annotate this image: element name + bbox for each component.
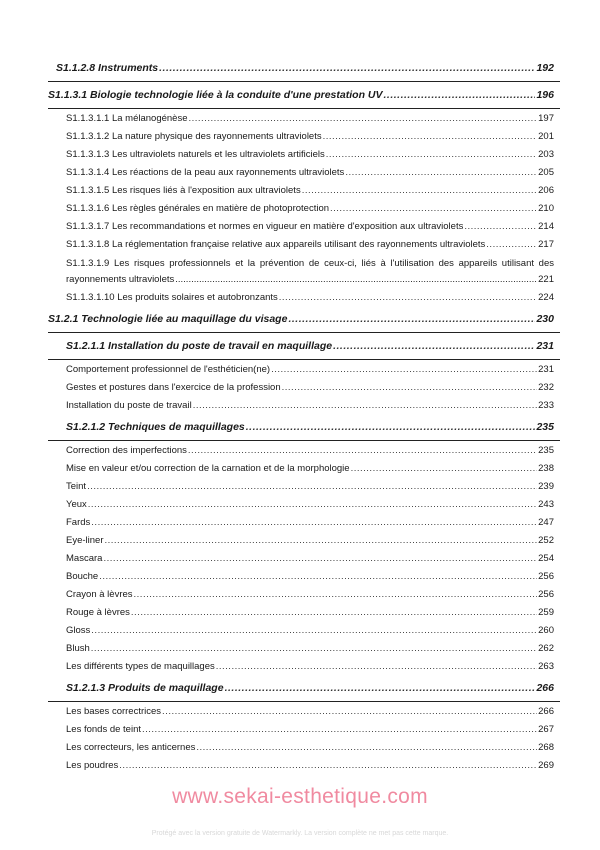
- toc-entry-page: 266: [536, 682, 554, 694]
- dot-leader: [333, 340, 535, 352]
- toc-entry-page: 259: [538, 606, 554, 618]
- website-watermark: www.sekai-esthetique.com: [172, 785, 428, 808]
- toc-entry[interactable]: [48, 145, 560, 163]
- toc-entry-title-line1: S1.1.3.1.9 Les risques professionnels et la prévention de ceux-ci, liés à l'utilisation des appareils utilisant des: [66, 258, 554, 269]
- toc-entry-page: 206: [538, 184, 554, 196]
- toc-entry-page: 214: [538, 220, 554, 232]
- dot-leader: [351, 463, 538, 474]
- toc-entry[interactable]: [48, 217, 560, 235]
- toc-entry-page: 235: [536, 421, 554, 433]
- toc-entry[interactable]: [48, 199, 560, 217]
- toc-entry-page: 256: [538, 570, 554, 582]
- toc-entry-title: Gloss: [66, 624, 91, 636]
- toc-entry-title: Les correcteurs, les anticernes: [66, 741, 196, 753]
- toc-entry-page: 238: [538, 462, 554, 474]
- dot-leader: [159, 62, 535, 74]
- toc-entry[interactable]: [48, 396, 560, 414]
- dot-leader: [196, 742, 537, 753]
- toc-entry-title: S1.2.1.1 Installation du poste de travail en maquillage: [66, 340, 333, 352]
- toc-entry-title: Teint: [66, 480, 87, 492]
- toc-entry-title: Crayon à lèvres: [66, 588, 133, 600]
- toc-entry-title: Installation du poste de travail: [66, 399, 192, 411]
- toc-entry-page: 235: [538, 444, 554, 456]
- dot-leader: [88, 499, 537, 510]
- toc-entry[interactable]: [48, 513, 560, 531]
- toc-entry-title: S1.1.3.1.2 La nature physique des rayonnements ultraviolets: [66, 130, 322, 142]
- toc-entry-title: Mascara: [66, 552, 103, 564]
- toc-entry-page: 233: [538, 399, 554, 411]
- toc-entry[interactable]: [48, 163, 560, 181]
- toc-entry[interactable]: [48, 603, 560, 621]
- toc-entry-page: 268: [538, 741, 554, 753]
- toc-entry[interactable]: [48, 738, 560, 756]
- toc-section-s1211[interactable]: [48, 333, 560, 360]
- toc-entry[interactable]: [48, 109, 560, 127]
- dot-leader: [103, 553, 537, 564]
- toc-entry-title: S1.1.3.1.7 Les recommandations et normes en vigueur en matière d'exposition aux ultraviolets: [66, 220, 464, 232]
- toc-entry[interactable]: [48, 549, 560, 567]
- toc-entry[interactable]: [48, 495, 560, 513]
- toc-entry-title: Les bases correctrices: [66, 705, 162, 717]
- watermarkly-footnote: Protégé avec la version gratuite de Watermarkly. La version complète ne met pas cette marque.: [151, 830, 449, 837]
- toc-entry-title: S1.1.2.8 Instruments: [56, 62, 159, 74]
- toc-entry[interactable]: [48, 378, 560, 396]
- dot-leader: [91, 517, 537, 528]
- toc-section-s121[interactable]: [48, 306, 560, 333]
- toc-entry-page: 262: [538, 642, 554, 654]
- dot-leader: [188, 445, 537, 456]
- toc-entry-title: rayonnements ultraviolets: [66, 274, 175, 285]
- toc-entry-page: 210: [538, 202, 554, 214]
- toc-entry-page: 252: [538, 534, 554, 546]
- toc-entry-page: 224: [538, 291, 554, 303]
- toc-entry-title: S1.1.3.1.6 Les règles générales en matière de photoprotection: [66, 202, 330, 214]
- toc-entry-title: Fards: [66, 516, 91, 528]
- toc-entry-page: 232: [538, 381, 554, 393]
- dot-leader: [142, 724, 537, 735]
- toc-entry-page: 263: [538, 660, 554, 672]
- toc-entry[interactable]: [48, 585, 560, 603]
- toc-entry-title: Les fonds de teint: [66, 723, 141, 735]
- toc-entry[interactable]: [48, 288, 560, 306]
- toc-entry-s11319[interactable]: [48, 253, 560, 288]
- toc-section-s1128[interactable]: [48, 55, 560, 82]
- toc-entry-page: 256: [538, 588, 554, 600]
- toc-entry-page: 267: [538, 723, 554, 735]
- dot-leader: [91, 643, 537, 654]
- toc-entry-page: 254: [538, 552, 554, 564]
- toc-entry-title: Blush: [66, 642, 90, 654]
- toc-entry-page: 266: [538, 705, 554, 717]
- toc-entry[interactable]: [48, 567, 560, 585]
- toc-entry-title: Eye-liner: [66, 534, 104, 546]
- toc-entry-page: 201: [538, 130, 554, 142]
- toc-entry-title: Comportement professionnel de l'esthéticien(ne): [66, 363, 271, 375]
- dot-leader: [119, 760, 537, 771]
- dot-leader: [99, 571, 537, 582]
- toc-entry-page: 205: [538, 166, 554, 178]
- toc-entry-title: S1.2.1.2 Techniques de maquillages: [66, 421, 245, 433]
- toc-entry[interactable]: [48, 639, 560, 657]
- dot-leader: [246, 421, 536, 433]
- dot-leader: [175, 272, 537, 288]
- toc-entry-title: S1.1.3.1.4 Les réactions de la peau aux rayonnements ultraviolets: [66, 166, 345, 178]
- dot-leader: [464, 221, 537, 232]
- toc-entry-title: S1.1.3.1.10 Les produits solaires et autobronzants: [66, 291, 278, 303]
- toc-entry-page: 247: [538, 516, 554, 528]
- toc-entry[interactable]: [48, 657, 560, 675]
- toc-entry-page: 221: [538, 274, 554, 285]
- dot-leader: [131, 607, 537, 618]
- dot-leader: [91, 625, 537, 636]
- toc-entry[interactable]: [48, 360, 560, 378]
- dot-leader: [193, 400, 537, 411]
- toc-entry-title: S1.1.3.1.5 Les risques liés à l'exposition aux ultraviolets: [66, 184, 301, 196]
- toc-entry-page: 269: [538, 759, 554, 771]
- dot-leader: [302, 185, 537, 196]
- toc-entry[interactable]: [48, 531, 560, 549]
- toc-entry-page: 231: [538, 363, 554, 375]
- toc-entry[interactable]: [48, 756, 560, 774]
- toc-entry-title: S1.2.1 Technologie liée au maquillage du visage: [48, 313, 288, 325]
- dot-leader: [105, 535, 538, 546]
- dot-leader: [330, 203, 537, 214]
- dot-leader: [323, 131, 538, 142]
- toc-section-s1131[interactable]: [48, 82, 560, 109]
- toc-entry[interactable]: [48, 235, 560, 253]
- toc-entry-title: Correction des imperfections: [66, 444, 187, 456]
- toc-entry-page: 197: [538, 112, 554, 124]
- toc-entry-page: 192: [536, 62, 554, 74]
- dot-leader: [486, 239, 537, 250]
- toc-entry[interactable]: [48, 702, 560, 720]
- toc-entry[interactable]: [48, 459, 560, 477]
- toc-entry[interactable]: [48, 127, 560, 145]
- toc-entry-title: Rouge à lèvres: [66, 606, 130, 618]
- dot-leader: [87, 481, 537, 492]
- toc-entry-page: 231: [536, 340, 554, 352]
- toc-entry-page: 203: [538, 148, 554, 160]
- dot-leader: [288, 313, 535, 325]
- toc-entry-page: 196: [536, 89, 554, 101]
- toc-entry[interactable]: [48, 720, 560, 738]
- toc-entry-title: Bouche: [66, 570, 99, 582]
- toc-entry-title-line2: [66, 272, 554, 288]
- dot-leader: [282, 382, 538, 393]
- dot-leader: [271, 364, 537, 375]
- dot-leader: [326, 149, 537, 160]
- dot-leader: [162, 706, 537, 717]
- dot-leader: [279, 292, 537, 303]
- toc-entry-page: 243: [538, 498, 554, 510]
- toc-entry-title: S1.1.3.1.1 La mélanogénèse: [66, 112, 188, 124]
- toc-entry-title: S1.1.3.1 Biologie technologie liée à la conduite d'une prestation UV: [48, 89, 383, 101]
- dot-leader: [225, 682, 536, 694]
- dot-leader: [188, 113, 537, 124]
- toc-entry[interactable]: [48, 477, 560, 495]
- toc-entry-title: S1.1.3.1.8 La réglementation française relative aux appareils utilisant des rayonnements ultraviolets: [66, 238, 486, 250]
- toc-entry-title: S1.2.1.3 Produits de maquillage: [66, 682, 224, 694]
- toc-entry-title: Gestes et postures dans l'exercice de la profession: [66, 381, 281, 393]
- toc-entry-title: S1.1.3.1.3 Les ultraviolets naturels et les ultraviolets artificiels: [66, 148, 325, 160]
- table-of-contents: [48, 55, 560, 774]
- toc-entry-page: 260: [538, 624, 554, 636]
- dot-leader: [216, 661, 537, 672]
- toc-entry-page: 217: [538, 238, 554, 250]
- toc-entry-title: Yeux: [66, 498, 87, 510]
- toc-entry-page: 230: [536, 313, 554, 325]
- toc-entry-page: 239: [538, 480, 554, 492]
- toc-section-s1212[interactable]: [48, 414, 560, 441]
- toc-section-s1213[interactable]: [48, 675, 560, 702]
- toc-entry-title: Mise en valeur et/ou correction de la carnation et de la morphologie: [66, 462, 350, 474]
- toc-entry-title: Les poudres: [66, 759, 119, 771]
- toc-entry-title: Les différents types de maquillages: [66, 660, 215, 672]
- toc-entry[interactable]: [48, 621, 560, 639]
- dot-leader: [345, 167, 537, 178]
- dot-leader: [134, 589, 538, 600]
- dot-leader: [383, 89, 535, 101]
- toc-entry[interactable]: [48, 181, 560, 199]
- toc-entry[interactable]: [48, 441, 560, 459]
